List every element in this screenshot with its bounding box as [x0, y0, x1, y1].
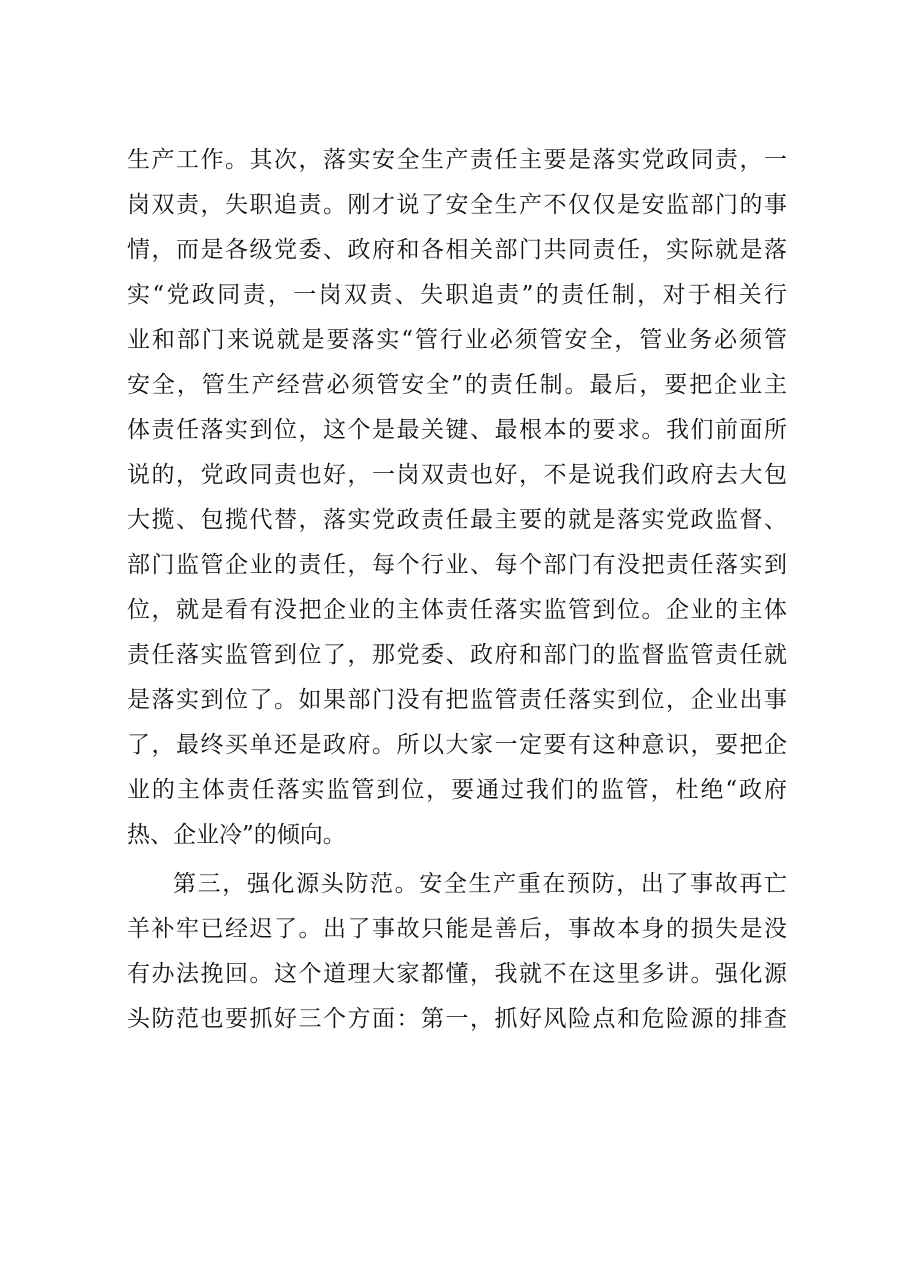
text-line: 第三，强化源头防范。安全生产重在预防，出了事故再亡: [173, 871, 787, 897]
text-line: 位，就是看有没把企业的主体责任落实监管到位。企业的主体: [127, 597, 787, 623]
text-line: 业和部门来说就是要落实“管行业必须管安全，管业务必须管: [127, 327, 787, 353]
text-line: 业的主体责任落实监管到位，要通过我们的监管，杜绝“政府: [127, 777, 787, 803]
text-line: 安全，管生产经营必须管安全”的责任制。最后，要把企业主: [127, 372, 787, 398]
text-line: 体责任落实到位，这个是最关键、最根本的要求。我们前面所: [127, 417, 787, 443]
text-line: 说的，党政同责也好，一岗双责也好，不是说我们政府去大包: [127, 462, 787, 488]
text-line: 羊补牢已经迟了。出了事故只能是善后，事故本身的损失是没: [127, 916, 787, 942]
text-line: 岗双责，失职追责。刚才说了安全生产不仅仅是安监部门的事: [127, 192, 787, 218]
text-line: 了，最终买单还是政府。所以大家一定要有这种意识，要把企: [127, 732, 787, 758]
text-line: 是落实到位了。如果部门没有把监管责任落实到位，企业出事: [127, 687, 787, 713]
paragraph-2: [127, 862, 787, 1042]
document-body: [127, 138, 787, 1042]
text-line: 大揽、包揽代替，落实党政责任最主要的就是落实党政监督、: [127, 507, 787, 533]
text-line: 实“党政同责，一岗双责、失职追责”的责任制，对于相关行: [127, 282, 787, 308]
text-line: 头防范也要抓好三个方面：第一，抓好风险点和危险源的排查: [127, 1006, 787, 1032]
text-line: 热、企业冷”的倾向。: [127, 822, 346, 848]
text-line: 有办法挽回。这个道理大家都懂，我就不在这里多讲。强化源: [127, 961, 787, 987]
paragraph-1: [127, 138, 787, 858]
text-line: 生产工作。其次，落实安全生产责任主要是落实党政同责，一: [127, 147, 787, 173]
text-line: 责任落实监管到位了，那党委、政府和部门的监督监管责任就: [127, 642, 787, 668]
text-line: 情，而是各级党委、政府和各相关部门共同责任，实际就是落: [127, 237, 787, 263]
text-line: 部门监管企业的责任，每个行业、每个部门有没把责任落实到: [127, 552, 787, 578]
